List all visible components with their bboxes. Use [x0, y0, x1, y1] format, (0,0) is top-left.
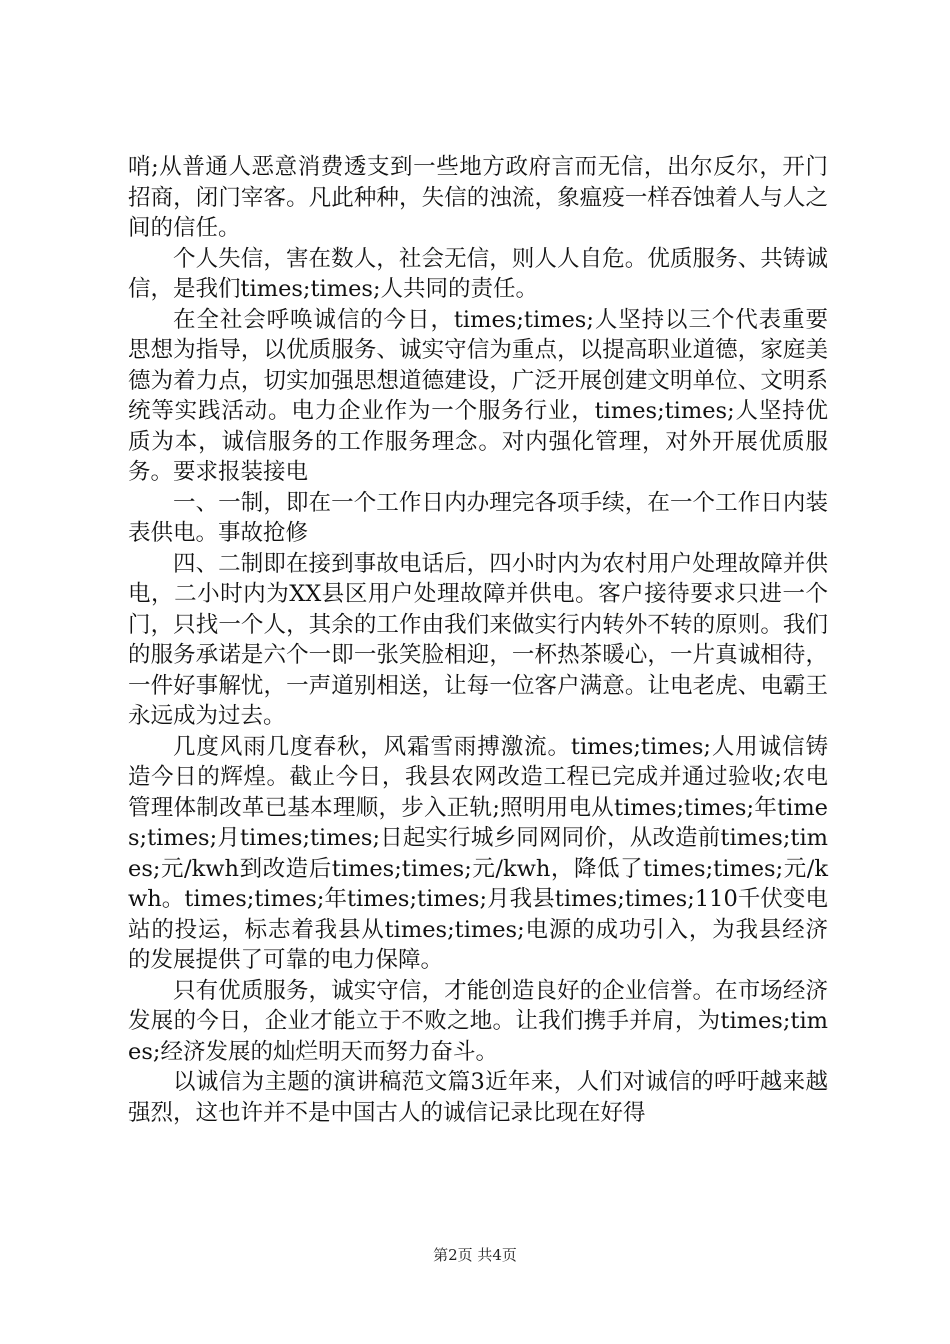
page-number-footer: 第2页 共4页 [433, 1246, 517, 1264]
paragraph-2: 个人失信，害在数人，社会无信，则人人自危。优质服务、共铸诚信，是我们times;times;人共同的责任。 [128, 245, 828, 302]
paragraph-8: 以诚信为主题的演讲稿范文篇3近年来，人们对诚信的呼吁越来越强烈，这也许并不是中国古人的诚信记录比现在好得 [128, 1069, 828, 1126]
paragraph-3: 在全社会呼唤诚信的今日，times;times;人坚持以三个代表重要思想为指导，以优质服务、诚实守信为重点，以提高职业道德，家庭美德为着力点，切实加强思想道德建设，广泛开展创建文明单位、文明系统等实践活动。电力企业作为一个服务行业，times;times;人坚持优质为本，诚信服务的工作服务理念。对内强化管理，对外开展优质服务。要求报装接电 [128, 306, 828, 485]
paragraph-7: 只有优质服务，诚实守信，才能创造良好的企业信誉。在市场经济发展的今日，企业才能立于不败之地。让我们携手并肩，为times;times;经济发展的灿烂明天而努力奋斗。 [128, 977, 828, 1065]
paragraph-5: 四、二制即在接到事故电话后，四小时内为农村用户处理故障并供电，二小时内为XX县区用户处理故障并供电。客户接待要求只进一个门，只找一个人，其余的工作由我们来做实行内转外不转的原则。我们的服务承诺是六个一即一张笑脸相迎，一杯热茶暖心，一片真诚相待，一件好事解忧，一声道别相送，让每一位客户满意。让电老虎、电霸王永远成为过去。 [128, 550, 828, 729]
paragraph-1: 哨;从普通人恶意消费透支到一些地方政府言而无信，出尔反尔，开门招商，闭门宰客。凡此种种，失信的浊流，象瘟疫一样吞蚀着人与人之间的信任。 [128, 154, 828, 241]
paragraph-4: 一、一制，即在一个工作日内办理完各项手续，在一个工作日内装表供电。事故抢修 [128, 489, 828, 546]
document-body [128, 152, 828, 1128]
paragraph-6: 几度风雨几度春秋，风霜雪雨搏激流。times;times;人用诚信铸造今日的辉煌。截止今日，我县农网改造工程已完成并通过验收;农电管理体制改革已基本理顺，步入正轨;照明用电从times;times;年times;times;月times;times;日起实行城乡同网同价，从改造前times;times;元/kwh到改造后times;times;元/kwh，降低了times;times;元/kwh。times;times;年times;times;月我县times;times;110千伏变电站的投运，标志着我县从times;times;电源的成功引入，为我县经济的发展提供了可靠的电力保障。 [128, 733, 828, 973]
